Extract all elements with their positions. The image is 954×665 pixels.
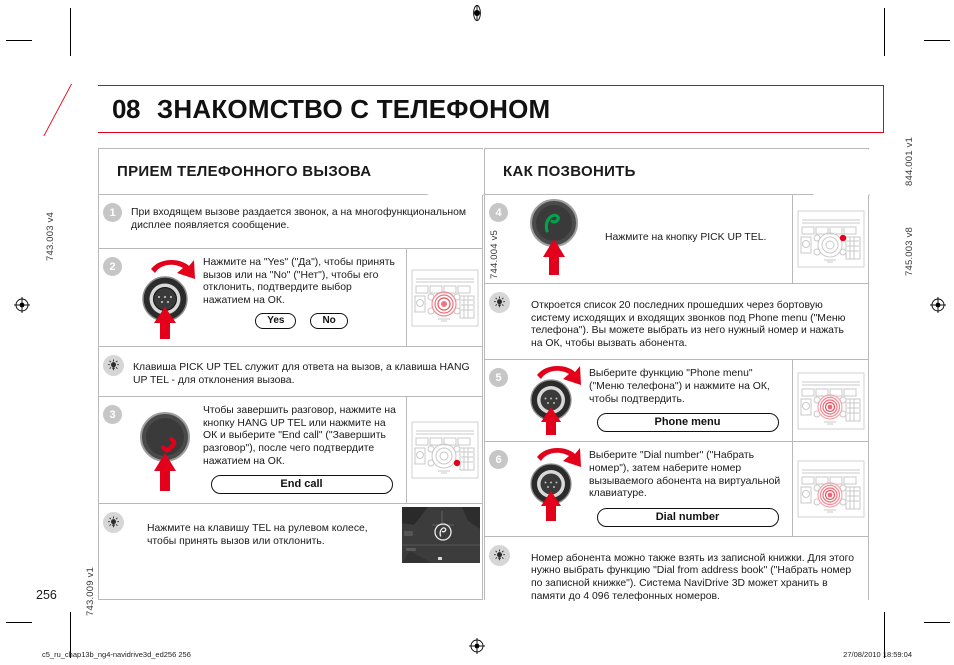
margin-code-right-top: 844.001 v1 [904, 136, 915, 186]
section-header-right [485, 149, 868, 195]
art-cell-4 [515, 195, 593, 283]
margin-code-right-lower: 745.003 v8 [904, 226, 915, 276]
crop-mark-right-upper [924, 40, 950, 41]
badge-cell-5 [485, 360, 515, 441]
margin-code-left-bottom: 743.009 v1 [85, 566, 96, 616]
registration-mark-bottom [469, 638, 485, 654]
note-text-cell-2 [129, 504, 400, 566]
art-cell-2 [129, 249, 201, 346]
step-badge-6: 6 [489, 450, 508, 469]
note-row-pickup-hangup [99, 347, 482, 397]
step-badge-3: 3 [103, 405, 122, 424]
crop-mark-top-right [884, 8, 885, 56]
thumb-cell-4 [792, 195, 868, 283]
badge-cell-note-1 [99, 347, 129, 396]
badge-cell-1 [99, 195, 129, 248]
pickup-button-icon [515, 195, 593, 278]
tip-bulb-icon-3 [489, 292, 510, 313]
step-badge-5: 5 [489, 368, 508, 387]
step-text-cell-1 [129, 195, 482, 248]
end-call-button[interactable]: End call [211, 475, 393, 494]
thumb-cell-2 [406, 249, 482, 346]
step-row-4 [485, 195, 868, 284]
badge-cell-2 [99, 249, 129, 346]
thumb-cell-3 [406, 397, 482, 503]
dashboard-ok-highlight-icon [797, 372, 865, 430]
thumb-cell-6 [792, 442, 868, 535]
step-text-5: Выберите функцию "Phone menu" ("Меню телефона") и нажмите на ОК, чтобы подтвердить. [589, 368, 770, 405]
note-row-call-list [485, 284, 868, 360]
dial-number-button[interactable]: Dial number [597, 508, 779, 527]
section-making-call [484, 148, 869, 600]
badge-cell-3 [99, 397, 129, 503]
tip-bulb-icon-4 [489, 545, 510, 566]
chapter-header [98, 85, 884, 133]
hangup-button-icon [129, 397, 201, 495]
rotary-knob-icon [515, 360, 587, 436]
note-text-1: Клавиша PICK UP TEL служит для ответа на вызов, а клавиша HANG UP TEL - для отклонения вызова. [133, 362, 470, 386]
badge-cell-note-2 [99, 504, 129, 566]
section-title-left: ПРИЕМ ТЕЛЕФОННОГО ВЫЗОВА [117, 163, 372, 180]
dashboard-red-dot-icon [797, 210, 865, 268]
registration-mark-left [14, 297, 30, 313]
note-text-2: Нажмите на клавишу TEL на рулевом колесе, чтобы принять вызов или отклонить. [147, 523, 368, 547]
yes-button[interactable]: Yes [255, 313, 296, 329]
margin-code-mid-right: 744.004 v5 [489, 229, 500, 279]
crop-mark-left-upper [6, 40, 32, 41]
art-cell-6 [515, 442, 587, 535]
lightbulb-icon [493, 296, 506, 309]
note-text-cell-4 [515, 537, 868, 612]
thumb-cell-5 [792, 360, 868, 441]
section-header-left [99, 149, 482, 195]
crop-mark-right-lower [924, 622, 950, 623]
steering-wheel-photo [402, 507, 480, 563]
step-row-3 [99, 397, 482, 504]
lightbulb-icon [493, 549, 506, 562]
step-badge-2: 2 [103, 257, 122, 276]
tip-bulb-icon-2 [103, 512, 124, 533]
note-row-steering-tel [99, 504, 482, 566]
section-receiving-call [98, 148, 483, 600]
corner-cut-right [813, 149, 869, 195]
note-text-4: Номер абонента можно также взять из записной книжки. Для этого нужно выбрать функцию "Dial from address book" ("Набрать номер по записной книжке"). Система NaviDrive 3D может хранить в памяти до 4 096 телефонных номеров. [531, 552, 854, 602]
note-row-address-book [485, 537, 868, 612]
manual-page-sheet [70, 40, 884, 620]
chapter-title: ЗНАКОМСТВО С ТЕЛЕФОНОМ [156, 93, 551, 124]
footer-timestamp: 27/08/2010 18:59:04 [843, 650, 912, 659]
note-text-3: Откроется список 20 последних прошедших через бортовую систему исходящих и входящих звонков под Phone menu ("Меню телефона"). Вы можете выбрать из него нужный номер и нажать на ОК, чтобы вызвать абонента. [531, 300, 846, 349]
dashboard-red-dot-icon [411, 421, 479, 479]
tip-bulb-icon [103, 355, 124, 376]
badge-cell-note-4 [485, 537, 515, 612]
step-text-cell-6 [587, 442, 792, 535]
lightbulb-icon [107, 359, 120, 372]
chapter-number: 08 [112, 93, 140, 124]
crop-mark-left-lower [6, 622, 32, 623]
step-text-4: Нажмите на кнопку PICK UP TEL. [605, 232, 767, 244]
footer-file-name: c5_ru_chap13b_ng4-navidrive3d_ed256 256 [42, 650, 191, 659]
step-text-1: При входящем вызове раздается звонок, а на многофункциональном дисплее появляется сообщение. [131, 207, 467, 231]
step-badge-4: 4 [489, 203, 508, 222]
step-badge-1: 1 [103, 203, 122, 222]
registration-mark-right [930, 297, 946, 313]
margin-code-left-top: 743.003 v4 [45, 211, 56, 261]
badge-cell-note-3 [485, 284, 515, 359]
step-text-3: Чтобы завершить разговор, нажмите на кнопку HANG UP TEL или нажмите на ОК и выберите "End call" ("Завершить разговор"), после чего подтвердите нажатием на ОК. [203, 405, 396, 467]
answer-buttons [203, 313, 400, 329]
page-number: 256 [36, 588, 57, 602]
section-title-right: КАК ПОЗВОНИТЬ [503, 163, 636, 180]
step-row-5 [485, 360, 868, 442]
thumb-cell-steering [400, 504, 482, 566]
step-text-cell-2 [201, 249, 406, 346]
step-row-2 [99, 249, 482, 347]
step-row-6 [485, 442, 868, 536]
badge-cell-6 [485, 442, 515, 535]
no-button[interactable]: No [310, 313, 347, 329]
note-text-cell-1 [129, 347, 482, 396]
art-cell-3 [129, 397, 201, 503]
dashboard-ok-highlight-icon [411, 269, 479, 327]
step-text-cell-3 [201, 397, 406, 503]
step-text-2: Нажмите на "Yes" ("Да"), чтобы принять вызов или на "No" ("Нет"), чтобы его отклонить, подтвердите выбор нажатием на ОК. [203, 257, 395, 306]
step-text-6: Выберите "Dial number" ("Набрать номер"), затем наберите номер вызываемого абонента на виртуальной клавиатуре. [589, 450, 781, 500]
art-cell-5 [515, 360, 587, 441]
phone-menu-button[interactable]: Phone menu [597, 413, 779, 432]
step-text-cell-5 [587, 360, 792, 441]
lightbulb-icon [107, 516, 120, 529]
dashboard-ok-highlight-icon [797, 460, 865, 518]
corner-cut-left [427, 149, 483, 195]
step-row-1 [99, 195, 482, 249]
step-text-cell-4 [593, 195, 792, 283]
note-text-cell-3 [515, 284, 868, 359]
rotary-knob-icon [515, 442, 587, 522]
registration-mark-top [469, 5, 485, 21]
rotary-knob-icon [129, 249, 201, 341]
